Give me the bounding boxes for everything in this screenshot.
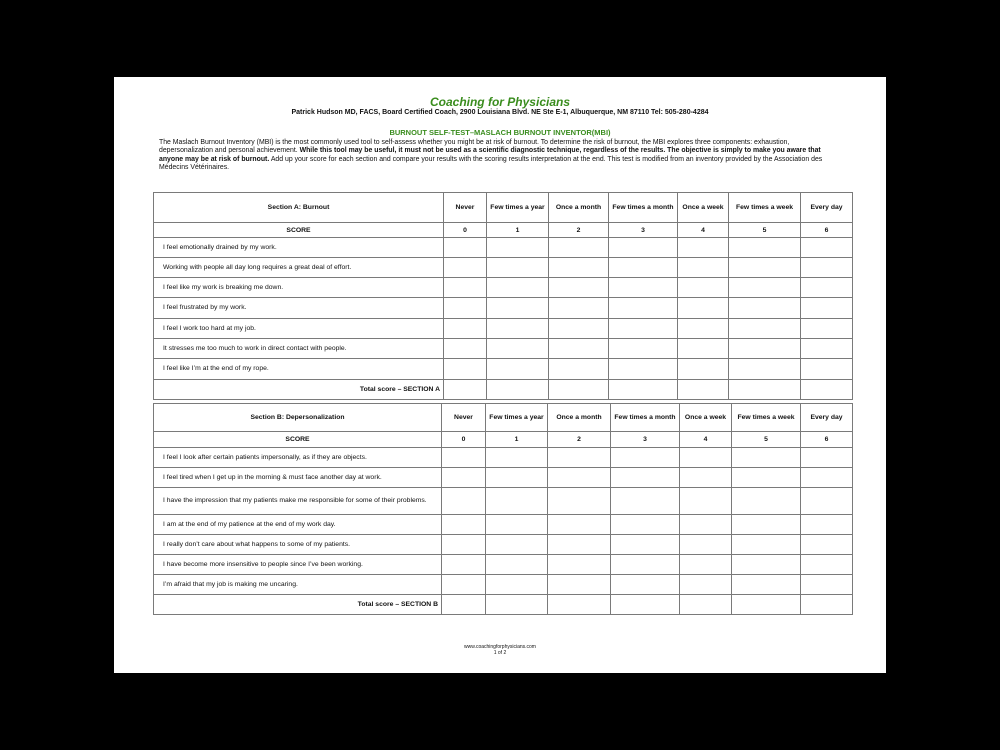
answer-cell[interactable] [729,319,801,339]
item-row [154,258,853,278]
frequency-header: Every day [801,404,853,432]
answer-cell[interactable] [549,319,609,339]
page-footer [114,644,886,656]
total-row [154,595,853,615]
answer-cell[interactable] [801,448,853,468]
answer-cell[interactable] [611,575,680,595]
score-value: 3 [611,432,680,448]
answer-cell[interactable] [611,488,680,515]
answer-cell[interactable] [549,359,609,380]
score-value: 6 [801,223,853,238]
page-title: Coaching for Physicians [429,95,571,109]
header-row [154,404,853,432]
answer-cell[interactable] [487,238,549,258]
answer-cell[interactable] [549,339,609,359]
answer-cell[interactable] [801,468,853,488]
item-statement: It stresses me too much to work in direct contact with people. [154,339,444,359]
item-statement: I have become more insensitive to people since I’ve been working. [154,555,442,575]
answer-cell[interactable] [801,488,853,515]
answer-cell[interactable] [729,278,801,298]
score-value: 0 [444,223,487,238]
item-row [154,448,853,468]
answer-cell[interactable] [732,468,801,488]
item-statement: I feel frustrated by my work. [154,298,444,319]
answer-cell[interactable] [486,515,548,535]
total-score-cell[interactable] [801,380,853,400]
answer-cell[interactable] [549,298,609,319]
answer-cell[interactable] [442,488,486,515]
answer-cell[interactable] [487,278,549,298]
answer-cell[interactable] [732,448,801,468]
answer-cell[interactable] [801,298,853,319]
item-statement: I feel tired when I get up in the morning & must face another day at work. [154,468,442,488]
answer-cell[interactable] [611,448,680,468]
item-row [154,359,853,380]
score-value: 6 [801,432,853,448]
item-row [154,238,853,258]
item-row [154,555,853,575]
answer-cell[interactable] [609,238,678,258]
answer-cell[interactable] [801,515,853,535]
contact-address: Patrick Hudson MD, FACS, Board Certified Coach, 2900 Louisiana Blvd. NE Ste E-1, Albuquerque, NM 87110 Tel: 505-280-4284 [291,109,709,116]
answer-cell[interactable] [548,555,611,575]
answer-cell[interactable] [444,238,487,258]
answer-cell[interactable] [729,298,801,319]
total-score-label: Total score – SECTION B [154,595,442,615]
answer-cell[interactable] [732,555,801,575]
answer-cell[interactable] [442,535,486,555]
item-statement: I have the impression that my patients make me responsible for some of their problems. [154,488,442,515]
score-value: 4 [678,223,729,238]
score-value: 5 [729,223,801,238]
answer-cell[interactable] [548,488,611,515]
answer-cell[interactable] [732,535,801,555]
answer-cell[interactable] [442,575,486,595]
intro-text-bold: While this tool may be useful, it must not be used as a scientific diagnostic technique, regardless of the results. The objective is simply to make you aware that anyone may be at risk of burnout. [159,147,821,163]
answer-cell[interactable] [487,339,549,359]
score-label: SCORE [154,223,444,238]
answer-cell[interactable] [732,488,801,515]
item-statement: I feel I work too hard at my job. [154,319,444,339]
item-row [154,575,853,595]
frequency-header: Never [442,404,486,432]
total-score-cell[interactable] [611,595,680,615]
answer-cell[interactable] [444,298,487,319]
answer-cell[interactable] [444,278,487,298]
item-row [154,468,853,488]
total-score-cell[interactable] [678,380,729,400]
answer-cell[interactable] [486,448,548,468]
score-label: SCORE [154,432,442,448]
answer-cell[interactable] [442,468,486,488]
answer-cell[interactable] [442,555,486,575]
answer-cell[interactable] [442,515,486,535]
answer-cell[interactable] [549,238,609,258]
footer-page-number: 1 of 2 [493,650,507,656]
total-score-cell[interactable] [444,380,487,400]
answer-cell[interactable] [548,515,611,535]
total-score-cell[interactable] [729,380,801,400]
score-value: 0 [442,432,486,448]
frequency-header: Once a month [548,404,611,432]
frequency-header: Once a week [680,404,732,432]
answer-cell[interactable] [678,339,729,359]
footer-website: www.coachingforphysicians.com [464,644,536,650]
answer-cell[interactable] [729,359,801,380]
answer-cell[interactable] [680,488,732,515]
section-a-table [153,192,853,400]
answer-cell[interactable] [611,535,680,555]
item-row [154,319,853,339]
score-value: 3 [609,223,678,238]
score-value: 5 [732,432,801,448]
answer-cell[interactable] [678,238,729,258]
answer-cell[interactable] [680,468,732,488]
answer-cell[interactable] [549,258,609,278]
header-row [154,193,853,223]
answer-cell[interactable] [680,575,732,595]
item-statement: I really don’t care about what happens to some of my patients. [154,535,442,555]
intro-text-1: The Maslach Burnout Inventory (MBI) is the most commonly used tool to self-assess whether you might be at risk of burnout. To determine the risk of burnout, the MBI explores three components: exhaustion, depersonalization and personal achievement. [159,139,790,155]
answer-cell[interactable] [801,575,853,595]
item-row [154,535,853,555]
frequency-header: Few times a week [729,193,801,223]
answer-cell[interactable] [549,278,609,298]
total-score-cell[interactable] [732,595,801,615]
score-value: 2 [548,432,611,448]
answer-cell[interactable] [609,339,678,359]
item-statement: I’m afraid that my job is making me uncaring. [154,575,442,595]
test-subtitle: BURNOUT SELF-TEST–MASLACH BURNOUT INVENTOR(MBI) [389,128,611,137]
item-statement: Working with people all day long requires a great deal of effort. [154,258,444,278]
answer-cell[interactable] [732,515,801,535]
section-title: Section B: Depersonalization [154,404,442,432]
frequency-header: Few times a month [609,193,678,223]
answer-cell[interactable] [801,238,853,258]
answer-cell[interactable] [801,258,853,278]
total-score-cell[interactable] [442,595,486,615]
answer-cell[interactable] [609,278,678,298]
document-page [114,77,886,673]
total-score-cell[interactable] [486,595,548,615]
total-score-cell[interactable] [801,595,853,615]
section-title: Section A: Burnout [154,193,444,223]
answer-cell[interactable] [680,448,732,468]
item-statement: I feel I look after certain patients impersonally, as if they are objects. [154,448,442,468]
answer-cell[interactable] [487,359,549,380]
answer-cell[interactable] [678,359,729,380]
answer-cell[interactable] [609,298,678,319]
answer-cell[interactable] [732,575,801,595]
answer-cell[interactable] [801,339,853,359]
answer-cell[interactable] [611,555,680,575]
score-row [154,223,853,238]
total-score-cell[interactable] [609,380,678,400]
total-score-label: Total score – SECTION A [154,380,444,400]
answer-cell[interactable] [609,359,678,380]
answer-cell[interactable] [680,555,732,575]
answer-cell[interactable] [680,535,732,555]
answer-cell[interactable] [487,298,549,319]
item-row [154,339,853,359]
frequency-header: Few times a year [486,404,548,432]
frequency-header: Few times a month [611,404,680,432]
answer-cell[interactable] [444,339,487,359]
total-score-cell[interactable] [680,595,732,615]
answer-cell[interactable] [486,555,548,575]
total-score-cell[interactable] [549,380,609,400]
answer-cell[interactable] [678,298,729,319]
answer-cell[interactable] [801,535,853,555]
item-statement: I feel like my work is breaking me down. [154,278,444,298]
item-row [154,488,853,515]
score-row [154,432,853,448]
answer-cell[interactable] [444,258,487,278]
total-row [154,380,853,400]
answer-cell[interactable] [609,258,678,278]
intro-paragraph [159,139,839,172]
item-statement: I feel like I’m at the end of my rope. [154,359,444,380]
answer-cell[interactable] [486,535,548,555]
score-value: 4 [680,432,732,448]
score-value: 2 [549,223,609,238]
answer-cell[interactable] [729,339,801,359]
answer-cell[interactable] [487,258,549,278]
item-row [154,298,853,319]
item-statement: I feel emotionally drained by my work. [154,238,444,258]
answer-cell[interactable] [801,555,853,575]
score-value: 1 [487,223,549,238]
frequency-header: Once a month [549,193,609,223]
answer-cell[interactable] [548,468,611,488]
frequency-header: Once a week [678,193,729,223]
answer-cell[interactable] [486,468,548,488]
score-value: 1 [486,432,548,448]
answer-cell[interactable] [678,258,729,278]
total-score-cell[interactable] [487,380,549,400]
item-row [154,278,853,298]
answer-cell[interactable] [444,359,487,380]
frequency-header: Every day [801,193,853,223]
item-row [154,515,853,535]
frequency-header: Few times a year [487,193,549,223]
answer-cell[interactable] [444,319,487,339]
intro-text-2: Add up your score for each section and compare your results with the scoring results interpretation at the end. This test is modified from an inventory provided by the Association des Médecins Vétérinaires. [159,155,823,171]
answer-cell[interactable] [678,319,729,339]
item-statement: I am at the end of my patience at the end of my work day. [154,515,442,535]
answer-cell[interactable] [680,515,732,535]
answer-cell[interactable] [801,319,853,339]
total-score-cell[interactable] [548,595,611,615]
answer-cell[interactable] [611,468,680,488]
answer-cell[interactable] [678,278,729,298]
answer-cell[interactable] [487,319,549,339]
answer-cell[interactable] [729,258,801,278]
frequency-header: Few times a week [732,404,801,432]
answer-cell[interactable] [442,448,486,468]
answer-cell[interactable] [611,515,680,535]
answer-cell[interactable] [609,319,678,339]
section-b-table [153,403,853,615]
answer-cell[interactable] [548,535,611,555]
answer-cell[interactable] [548,575,611,595]
frequency-header: Never [444,193,487,223]
answer-cell[interactable] [486,575,548,595]
answer-cell[interactable] [548,448,611,468]
answer-cell[interactable] [801,278,853,298]
answer-cell[interactable] [486,488,548,515]
answer-cell[interactable] [729,238,801,258]
answer-cell[interactable] [801,359,853,380]
